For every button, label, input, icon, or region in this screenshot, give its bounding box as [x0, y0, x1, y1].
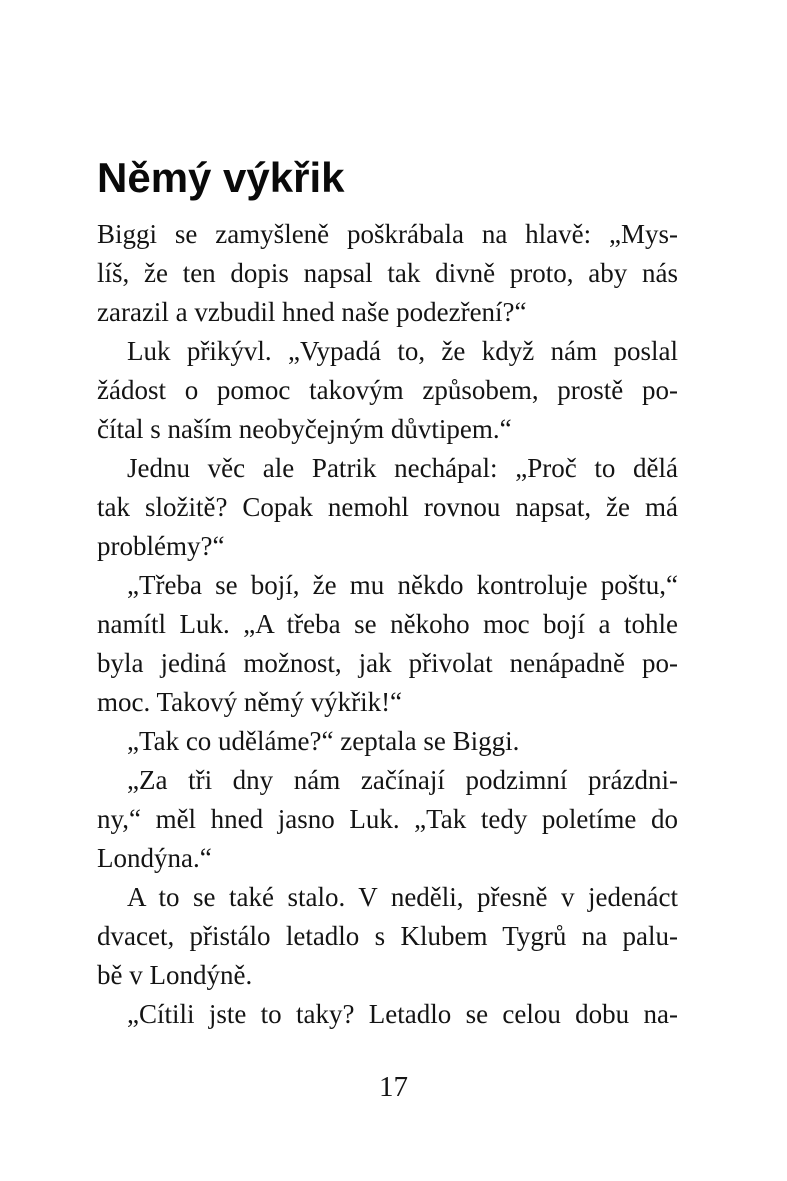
text-line: Biggi se zamyšleně poškrábala na hlavě: „Mys-	[97, 219, 678, 249]
paragraph	[97, 566, 678, 722]
text-line: „Cítili jste to taky? Letadlo se celou dobu na-	[127, 999, 678, 1029]
text-line: namítl Luk. „A třeba se někoho moc bojí a tohle	[97, 609, 678, 639]
text-line: bě v Londýně.	[97, 960, 253, 990]
chapter-title: Němý výkřik	[97, 154, 345, 202]
text-line: Jednu věc ale Patrik nechápal: „Proč to dělá	[127, 453, 678, 483]
text-line: A to se také stalo. V neděli, přesně v jedenáct	[127, 882, 678, 912]
text-line: „Třeba se bojí, že mu někdo kontroluje poštu,“	[127, 570, 678, 600]
text-line: dvacet, přistálo letadlo s Klubem Tygrů na palu-	[97, 921, 678, 951]
page-number: 17	[379, 1071, 408, 1103]
text-line: Luk přikývl. „Vypadá to, že když nám poslal	[127, 336, 678, 366]
text-line: tak složitě? Copak nemohl rovnou napsat, že má	[97, 492, 678, 522]
text-line: ny,“ měl hned jasno Luk. „Tak tedy poletíme do	[97, 804, 678, 834]
text-line: „Tak co uděláme?“ zeptala se Biggi.	[127, 726, 520, 756]
paragraph	[97, 722, 678, 761]
body-text	[97, 215, 678, 1034]
text-line: byla jediná možnost, jak přivolat nenápadně po-	[97, 648, 678, 678]
text-line: problémy?“	[97, 531, 225, 561]
paragraph	[97, 878, 678, 995]
paragraph	[97, 449, 678, 566]
text-line: líš, že ten dopis napsal tak divně proto, aby nás	[97, 258, 678, 288]
text-line: žádost o pomoc takovým způsobem, prostě po-	[97, 375, 678, 405]
text-line: zarazil a vzbudil hned naše podezření?“	[97, 297, 527, 327]
text-line: „Za tři dny nám začínají podzimní prázdni-	[127, 765, 678, 795]
paragraph	[97, 761, 678, 878]
text-line: čítal s naším neobyčejným důvtipem.“	[97, 414, 512, 444]
text-line: Londýna.“	[97, 843, 212, 873]
paragraph	[97, 215, 678, 332]
paragraph	[97, 995, 678, 1034]
paragraph	[97, 332, 678, 449]
text-line: moc. Takový němý výkřik!“	[97, 687, 403, 717]
